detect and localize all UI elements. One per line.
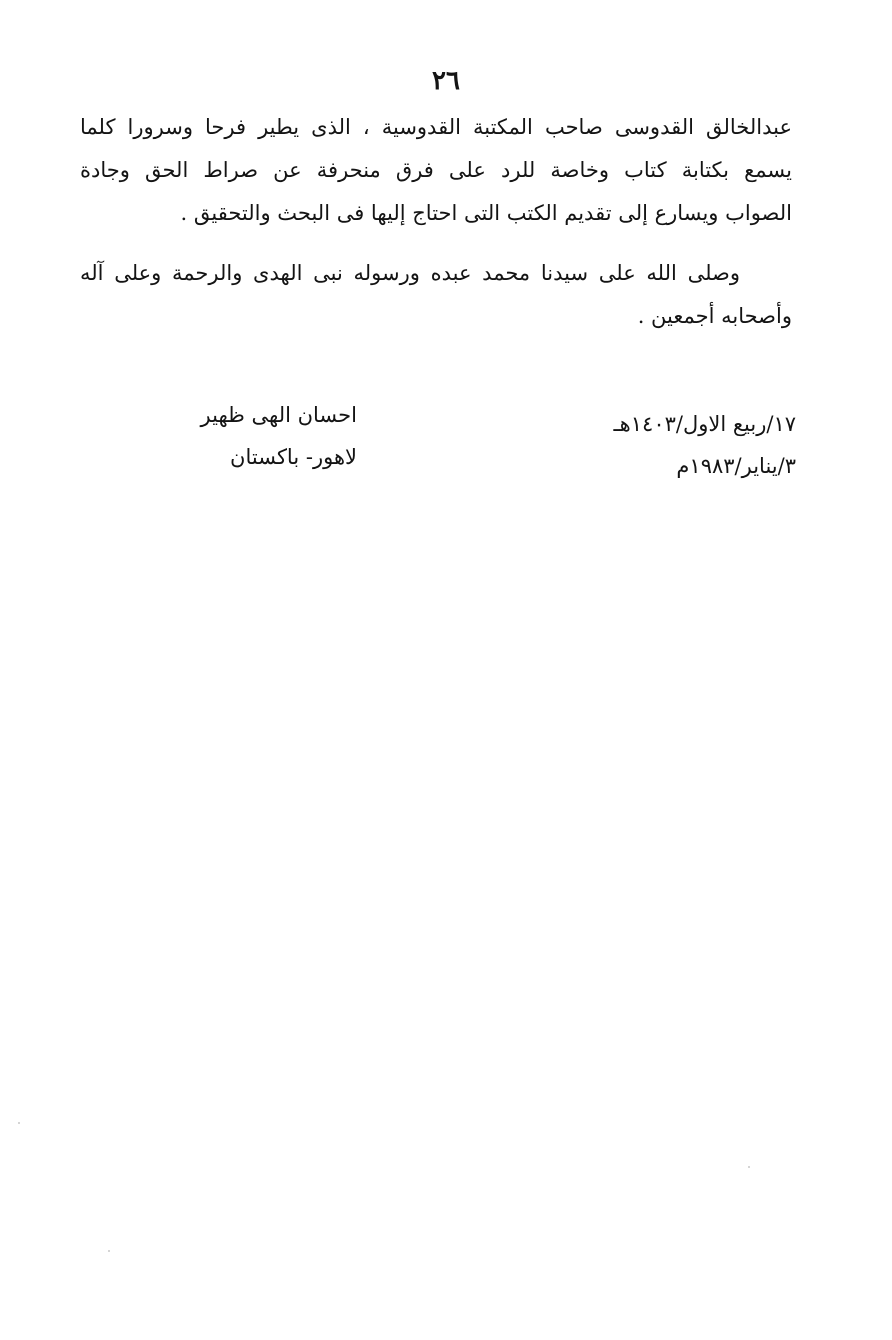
scan-speck [108,1250,110,1252]
author-place: لاهور- باكستان [230,445,357,469]
paragraph [80,252,792,338]
scan-speck [18,1122,20,1124]
text-line: الصواب ويسارع إلى تقديم الكتب التى احتاج إليها فى البحث والتحقيق . [180,201,792,225]
date-block [614,403,796,487]
signature-block [201,394,357,478]
gregorian-date: ٣/يناير/١٩٨٣م [676,454,796,478]
scan-speck [748,1166,750,1168]
body-text [80,106,792,338]
hijri-date: ١٧/ربيع الاول/١٤٠٣هـ [613,412,796,436]
text-line: يسمع بكتابة كتاب وخاصة للرد على فرق منحرفة عن صراط الحق وجادة [80,158,792,182]
text-line: وصلى الله على سيدنا محمد عبده ورسوله نبى الهدى والرحمة وعلى آله [80,261,740,285]
page-number: ٢٦ [432,66,460,96]
paragraph [80,106,792,235]
text-line: عبدالخالق القدوسى صاحب المكتبة القدوسية ، الذى يطير فرحا وسرورا كلما [80,115,792,139]
author-name: احسان الهى ظهير [200,403,357,427]
text-line: وأصحابه أجمعين . [637,304,792,328]
